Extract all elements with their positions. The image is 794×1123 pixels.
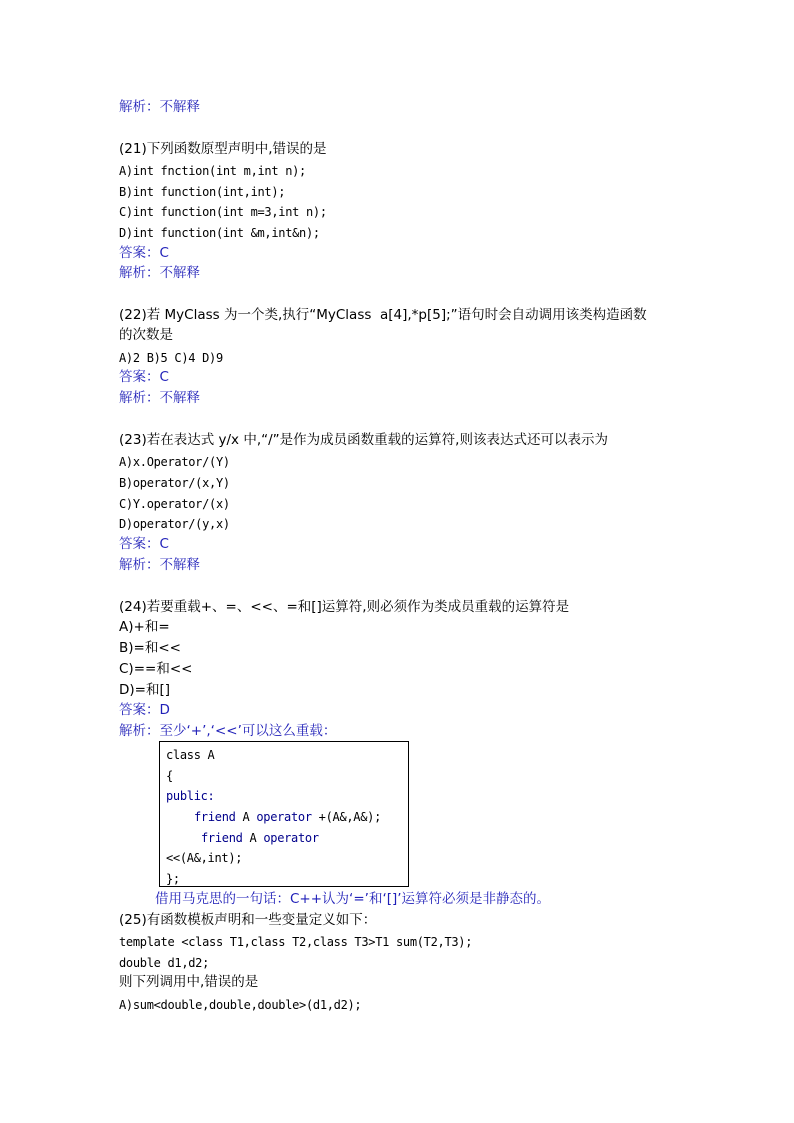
question-24: (24)若要重载+、=、<<、=和[]运算符,则必须作为类成员重载的运算符是	[119, 599, 570, 615]
question-prompt: 则下列调用中,错误的是	[119, 974, 259, 990]
option-a: A)x.Operator/(Y)	[119, 455, 230, 469]
question-21: (21)下列函数原型声明中,错误的是	[119, 141, 327, 157]
code-box	[159, 741, 409, 887]
code-keyword: friend	[201, 831, 243, 845]
option-a: A)sum<double,double,double>(d1,d2);	[119, 998, 362, 1012]
option-b: B)int function(int,int);	[119, 185, 286, 199]
option-a: A)int fnction(int m,int n);	[119, 164, 306, 178]
option-c: C)int function(int m=3,int n);	[119, 205, 327, 219]
question-23: (23)若在表达式 y/x 中,“/”是作为成员函数重载的运算符,则该表达式还可以表示为	[119, 432, 608, 448]
code-text: A	[242, 831, 264, 845]
code-text: A	[235, 810, 257, 824]
code-line	[194, 807, 381, 827]
quote-text: 借用马克思的一句话：C++认为‘=’和‘[]’运算符必须是非静态的。	[155, 891, 551, 907]
code-line: };	[166, 872, 180, 886]
option-c: C)Y.operator/(x)	[119, 497, 230, 511]
analysis-text: 解析：不解释	[119, 265, 200, 281]
code-text: +(A&,A&);	[311, 810, 381, 824]
analysis-text: 解析：不解释	[119, 390, 200, 406]
code-line: public:	[166, 789, 215, 803]
question-22-line1: (22)若 MyClass 为一个类,执行“MyClass a[4],*p[5];”语句时会自动调用该类构造函数	[119, 307, 647, 323]
option-c: C)==和<<	[119, 661, 193, 677]
option-a: A)+和=	[119, 619, 170, 635]
analysis-text: 解析：不解释	[119, 557, 200, 573]
question-22-line2: 的次数是	[119, 327, 173, 343]
answer-text: 答案：C	[119, 536, 169, 552]
answer-text: 答案：C	[119, 245, 169, 261]
code-keyword: operator	[256, 810, 312, 824]
analysis-text: 解析：不解释	[119, 99, 200, 115]
option-d: D)=和[]	[119, 682, 171, 698]
code-text: template <class T1,class T2,class T3>T1 sum(T2,T3);	[119, 935, 473, 949]
option-b: B)=和<<	[119, 640, 181, 656]
option-d: D)int function(int &m,int&n);	[119, 226, 320, 240]
options-line: A)2 B)5 C)4 D)9	[119, 351, 223, 365]
option-d: D)operator/(y,x)	[119, 517, 230, 531]
code-keyword: operator	[263, 831, 319, 845]
answer-text: 答案：D	[119, 702, 170, 718]
question-25: (25)有函数模板声明和一些变量定义如下：	[119, 912, 377, 928]
code-line: <<(A&,int);	[166, 851, 243, 865]
option-b: B)operator/(x,Y)	[119, 476, 230, 490]
code-text: double d1,d2;	[119, 956, 210, 970]
code-line: class A	[166, 748, 215, 762]
analysis-text: 解析：至少‘+’,‘<<’可以这么重载：	[119, 723, 337, 739]
code-line: {	[166, 769, 173, 783]
code-line	[201, 828, 319, 848]
answer-text: 答案：C	[119, 369, 169, 385]
code-keyword: friend	[194, 810, 236, 824]
